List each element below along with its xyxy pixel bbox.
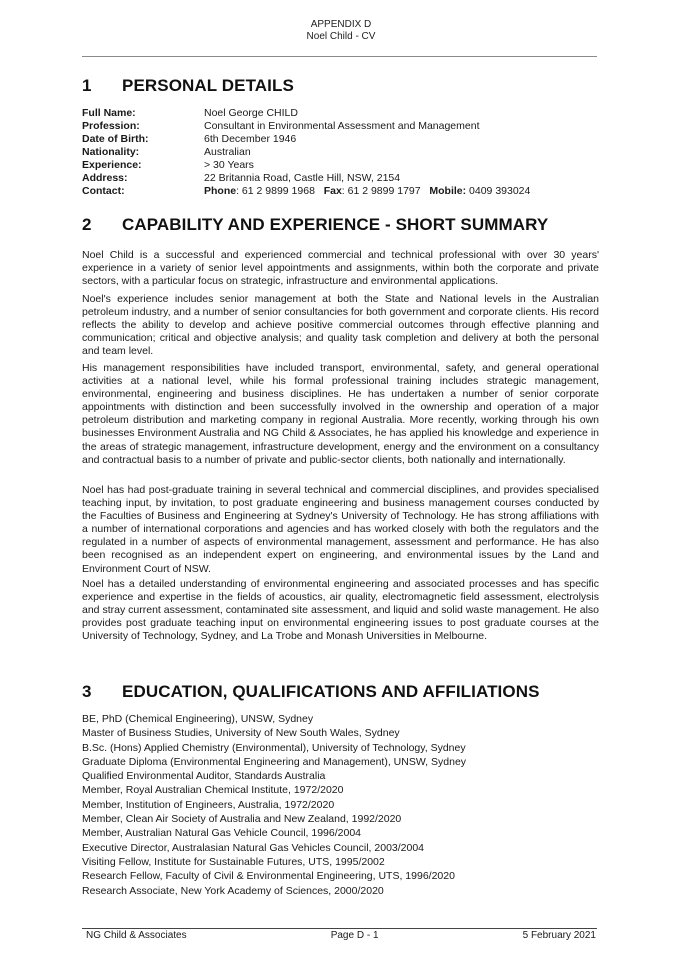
list-item: Qualified Environmental Auditor, Standards Australia [82,770,326,783]
detail-value: 6th December 1946 [204,133,297,145]
phone-number: : 61 2 9899 1968 [236,185,315,197]
list-item: Visiting Fellow, Institute for Sustainable Futures, UTS, 1995/2002 [82,855,385,868]
list-item: B.Sc. (Hons) Applied Chemistry (Environmental), University of Technology, Sydney [82,741,466,754]
list-item: Member, Australian Natural Gas Vehicle Council, 1996/2004 [82,827,361,840]
list-item: Member, Institution of Engineers, Australia, 1972/2020 [82,798,335,811]
list-item: Research Associate, New York Academy of Sciences, 2000/2020 [82,884,384,897]
document-subtitle: Noel Child - CV [306,31,376,42]
appendix-label: APPENDIX D [310,19,372,30]
page-header [0,19,682,43]
mobile-number: 0409 393024 [466,185,531,197]
header-divider [82,56,597,57]
fax-label: Fax [323,185,342,197]
fax-number: : 61 2 9899 1797 [341,185,421,197]
list-item: Research Fellow, Faculty of Civil & Environmental Engineering, UTS, 1996/2020 [82,870,455,883]
detail-row [82,107,530,120]
list-item: Graduate Diploma (Environmental Engineering and Management), UNSW, Sydney [82,755,467,768]
detail-value: Noel George CHILD [204,107,298,119]
detail-row [82,172,530,185]
section-heading-personal-details [82,76,294,96]
detail-row [82,159,530,172]
section-number: 2 [82,215,92,234]
detail-label: Date of Birth: [82,133,149,145]
summary-paragraph: Noel's experience includes senior management at both the State and National levels in the Australian petroleum industry, and a number of senior consultancies for both government and corporate clients. His record reflects the ability to develop and achieve positive commercial outcomes through effective planning and communication; critical and objective analysis; and quality task completion and delivery at both the personal and team level. [82,293,599,358]
detail-row [82,133,530,146]
detail-label: Profession: [82,120,140,132]
detail-row [82,120,530,133]
list-item: Member, Clean Air Society of Australia and New Zealand, 1992/2020 [82,813,402,826]
section-number: 3 [82,682,92,701]
detail-value: 22 Britannia Road, Castle Hill, NSW, 2154 [204,172,401,184]
section-number: 1 [82,76,92,95]
phone-label: Phone [204,185,237,197]
detail-row [82,146,530,159]
detail-label: Address: [82,172,128,184]
detail-value: Australian [204,146,251,158]
page-number: Page D - 1 [330,930,379,941]
detail-label: Experience: [82,159,142,171]
summary-paragraph: Noel has a detailed understanding of environmental engineering and associated processes and has specific experience and expertise in the fields of acoustics, air quality, electromagnetic field assessment, electrolysis and stray current assessment, contaminated site assessment, and liquid and solid waste management. He also provides post graduate teaching input on environmental engineering issues to post graduate courses at the University of Technology, Sydney, and La Trobe and Monash Universities in Melbourne. [82,578,599,643]
detail-label: Contact: [82,185,125,197]
summary-paragraph: His management responsibilities have included transport, environmental, safety, and general operational activities at a national level, while his formal professional training includes strategic management, environmental, engineering and business disciplines. He has undertaken a number of senior corporate appointments with distinction and been successfully involved in the ownership and operation of a major petroleum distribution and marketing company in regional Australia. More recently, working through his own businesses Environment Australia and NG Child & Associates, he has applied his knowledge and experience in the areas of strategic management, infrastructure development, energy and the environment on a consultancy and contractual basis to a number of private and public-sector clients, both nationally and internationally. [82,362,599,466]
section-title: EDUCATION, QUALIFICATIONS AND AFFILIATIONS [122,682,540,701]
detail-value: > 30 Years [204,159,254,171]
mobile-label: Mobile: [429,185,467,197]
qualifications-list [82,712,466,898]
summary-paragraph: Noel Child is a successful and experienced commercial and technical professional with over 30 years' experience in a variety of senior level appointments and assignments, within both the corporate and private sectors, with a particular focus on strategic, infrastructure and environmental applications. [82,249,599,288]
list-item: Executive Director, Australasian Natural Gas Vehicles Council, 2003/2004 [82,841,425,854]
section-heading-education [82,682,540,702]
list-item: Master of Business Studies, University of New South Wales, Sydney [82,727,400,740]
list-item: BE, PhD (Chemical Engineering), UNSW, Sydney [82,713,314,725]
detail-value: Consultant in Environmental Assessment and Management [204,120,480,132]
section-title: PERSONAL DETAILS [122,76,294,95]
page-footer [86,930,596,941]
list-item: Member, Royal Australian Chemical Institute, 1972/2020 [82,784,344,797]
footer-divider [82,928,597,929]
summary-paragraph: Noel has had post-graduate training in several technical and commercial disciplines, and provides specialised teaching input, by invitation, to post graduate engineering and business management courses conducted by the Faculties of Business and Engineering at Sydney's University of Technology. He has strong affiliations with a number of international corporations and agencies and has worked closely with both the regulators and the regulated in a number of aspects of environmental management, assessment and performance. He has also been recognised as an independent expert on engineering, and environmental issues by the Land and Environment Court of NSW. [82,484,599,575]
personal-details-list [82,107,530,198]
section-title: CAPABILITY AND EXPERIENCE - SHORT SUMMARY [122,215,549,234]
section-heading-capability [82,215,548,235]
detail-label: Full Name: [82,107,136,119]
footer-company: NG Child & Associates [86,930,187,941]
contact-value [204,185,530,198]
detail-label: Nationality: [82,146,140,158]
contact-row [82,185,530,198]
footer-date: 5 February 2021 [522,930,596,941]
